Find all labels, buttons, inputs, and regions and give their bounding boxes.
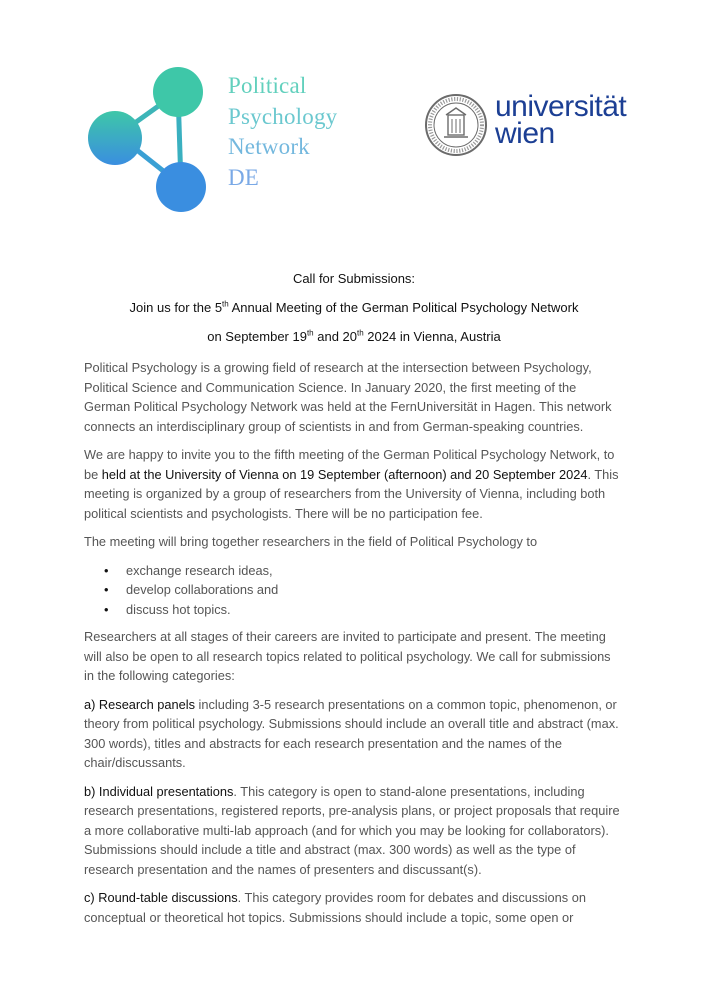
ppn-logo-line-2: Psychology: [228, 103, 338, 129]
list-item: • discuss hot topics.: [126, 600, 624, 620]
ppn-logo-line-4: DE: [228, 164, 260, 190]
list-item: • develop collaborations and: [126, 580, 624, 600]
category-individual-presentations: [84, 782, 624, 880]
univie-wordmark-line-2: wien: [495, 117, 555, 150]
list-item: • exchange research ideas,: [126, 561, 624, 581]
ppn-logo-line-3: Network: [228, 134, 310, 159]
category-round-table: [84, 888, 624, 927]
university-seal-icon: [424, 93, 488, 157]
meeting-dates-post: 2024 in Vienna, Austria: [363, 329, 501, 344]
category-text: . This category is open to stand-alone presentations, including research presentations, registered reports, pre-analysis plans, or project proposals that require a more collaborative multi-lab approach (and for which you may be looking for collaborators). Submissions should include a title and abstract (max. 300 words) as well as the type of research presentation and the names of presenters and discussant(s).: [84, 783, 620, 877]
meeting-dates-sup-1: th: [306, 328, 314, 338]
invite-post: . This meeting is organized by a group of researchers from the University of Vienna, including both political scientists and psychologists. There will be no participation fee.: [84, 466, 619, 521]
network-triangle-icon: [84, 60, 224, 220]
ppn-logo-wordmark: [228, 71, 337, 193]
category-research-panels: [84, 695, 624, 773]
ppn-logo: [84, 60, 374, 220]
meeting-dates-pre: on September 19: [207, 329, 307, 344]
body-text: [84, 358, 624, 936]
meeting-dates: [84, 329, 624, 344]
meeting-dates-mid: and 20: [313, 329, 357, 344]
researchers-paragraph: Researchers at all stages of their careers are invited to participate and present. The meeting will also be open to all research topics related to political psychology. We call for submissions in the following categories:: [84, 629, 611, 683]
category-text: . This category provides room for debates and discussions on conceptual or theoretical hot topics. Submissions should include a topic, some open or: [84, 890, 586, 925]
meeting-title-pre: Join us for the 5: [129, 300, 223, 315]
meeting-intro-paragraph: The meeting will bring together researchers in the field of Political Psychology to: [84, 534, 538, 549]
category-text: including 3-5 research presentations on a common topic, phenomenon, or theory from political psychology. Submissions should include an overall title and abstract (max. 300 words), titles and abstracts for each research presentation and the names of the chair/discussants.: [84, 696, 619, 770]
intro-paragraph: Political Psychology is a growing field of research at the intersection between Psychology, Political Science and Communication Science. In January 2020, the first meeting of the German Political Psychology Network was held at the FernUniversität in Hagen. This network connects an interdisciplinary group of scientists in and from German-speaking countries.: [84, 360, 612, 434]
invite-pre: We are happy to invite you to the fifth meeting of the German Political Psychology Network, to be: [84, 447, 615, 482]
meeting-dates-sup-2: th: [357, 328, 364, 338]
call-heading: Call for Submissions:: [292, 271, 416, 286]
invite-highlight: held at the University of Vienna on 19 September (afternoon) and 20 September 2024: [101, 466, 588, 482]
category-label: c) Round-table discussions: [84, 890, 238, 905]
univie-wordmark: [495, 90, 627, 150]
meeting-title-sup: th: [222, 299, 229, 309]
univie-wordmark-line-1: universität: [495, 90, 627, 123]
goals-list: [84, 561, 624, 620]
univie-logo: [424, 90, 664, 157]
ppn-logo-line-1: Political: [228, 73, 307, 98]
meeting-title-post: Annual Meeting of the German Political Psychology Network: [228, 300, 579, 315]
category-label: a) Research panels: [84, 696, 195, 712]
invite-paragraph: [84, 445, 624, 523]
meeting-title: [84, 300, 624, 315]
category-label: b) Individual presentations: [84, 783, 234, 799]
